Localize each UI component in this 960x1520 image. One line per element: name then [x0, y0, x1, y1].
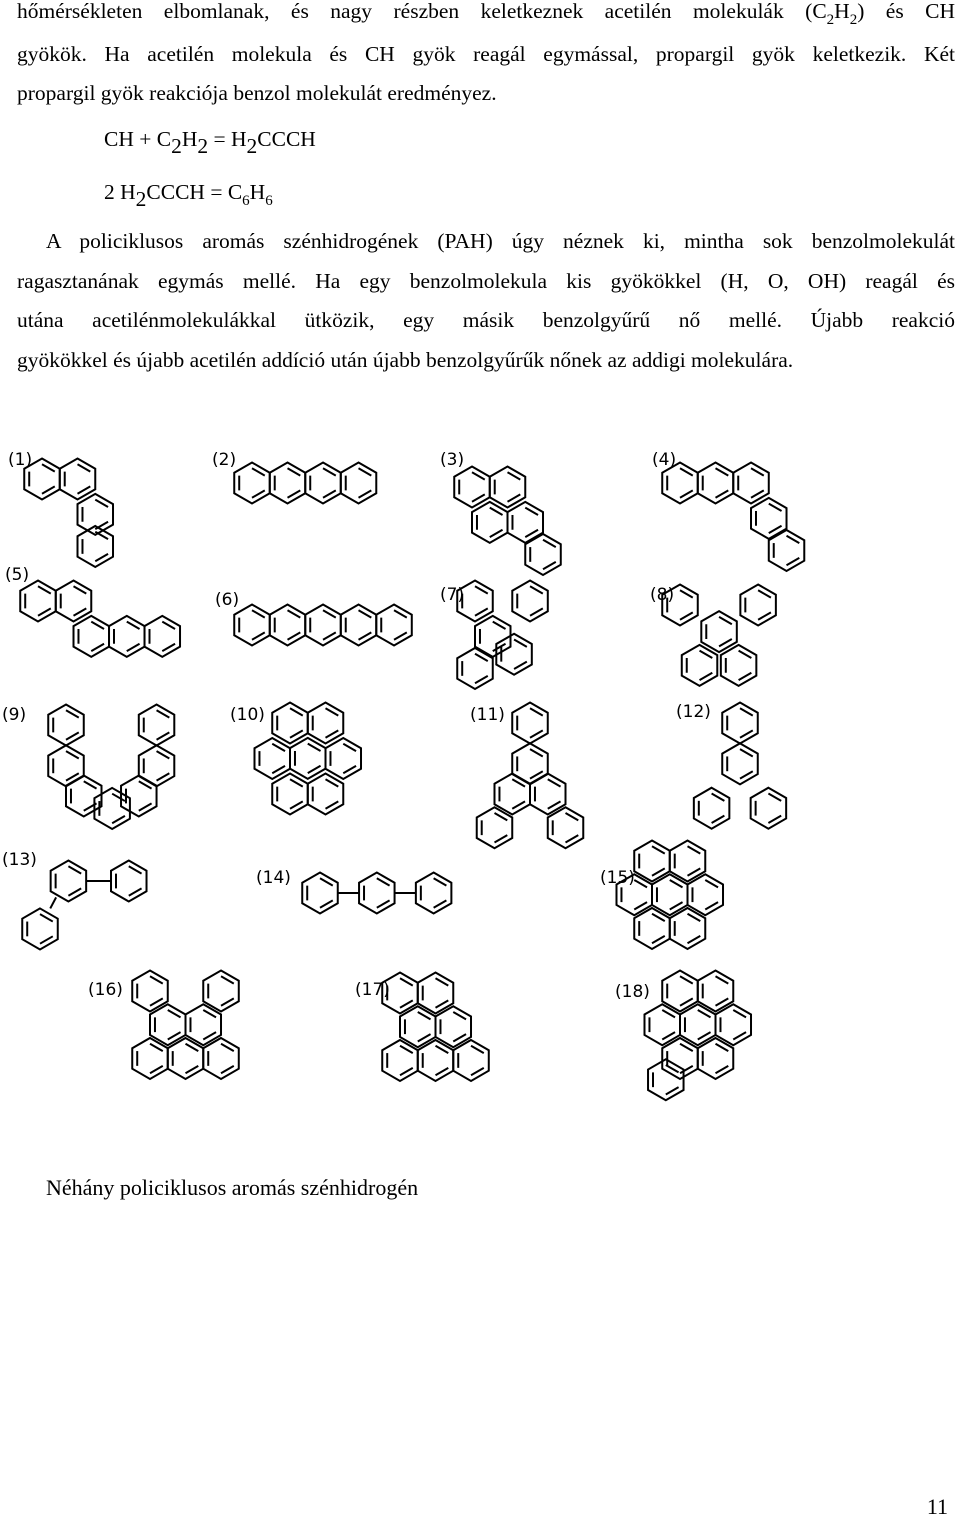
benzene-ring	[186, 1004, 222, 1045]
benzene-ring	[302, 873, 338, 914]
benzene-ring	[234, 605, 270, 646]
benzene-ring	[51, 861, 87, 902]
benzene-ring	[525, 534, 561, 575]
benzene-ring	[341, 463, 377, 504]
benzene-ring	[168, 1038, 204, 1079]
benzene-ring	[769, 530, 805, 571]
molecule-label: (12)	[676, 702, 711, 722]
benzene-ring	[472, 502, 508, 543]
benzene-ring	[512, 743, 548, 784]
benzene-ring	[634, 841, 670, 882]
benzene-ring	[698, 463, 734, 504]
benzene-ring	[740, 585, 776, 626]
molecule-label: (11)	[470, 705, 505, 725]
molecule-11	[470, 703, 583, 849]
benzene-ring	[60, 459, 96, 500]
benzene-ring	[648, 1059, 684, 1100]
pah-line-2: ragasztanának egymás mellé. Ha egy benzolmolekula kis gyökökkel (H, O, OH) reagál és	[17, 268, 955, 293]
benzene-ring	[530, 774, 566, 815]
benzene-ring	[78, 494, 114, 535]
equation-1: CH + C2H2 = H2CCCH	[104, 127, 316, 158]
equation-2: 2 H2CCCH = $C_6H_6$	[104, 180, 273, 211]
benzene-ring	[132, 971, 168, 1012]
molecule-6	[215, 590, 412, 646]
intro-paragraph	[17, 0, 955, 114]
benzene-ring	[662, 1038, 698, 1079]
benzene-ring	[416, 873, 452, 914]
benzene-ring	[680, 1004, 716, 1045]
molecule-label: (18)	[615, 982, 650, 1002]
benzene-ring	[305, 463, 341, 504]
benzene-ring	[270, 605, 306, 646]
molecule-17	[355, 973, 489, 1081]
benzene-ring	[270, 463, 306, 504]
intro-line-2: gyökök. Ha acetilén molekula és CH gyök reagál egymással, propargil gyök keletkezik. Két	[17, 41, 955, 66]
molecule-label: (16)	[88, 980, 123, 1000]
molecule-1	[8, 450, 113, 567]
benzene-ring	[305, 605, 341, 646]
benzene-ring	[20, 581, 56, 622]
benzene-ring	[400, 1006, 436, 1047]
molecule-9	[2, 705, 174, 829]
benzene-ring	[512, 703, 548, 744]
molecule-14	[256, 868, 451, 914]
molecule-label: (17)	[355, 980, 390, 1000]
benzene-ring	[418, 1040, 454, 1081]
benzene-ring	[341, 605, 377, 646]
benzene-ring	[145, 616, 181, 657]
benzene-ring	[722, 703, 758, 744]
benzene-ring	[359, 873, 395, 914]
molecule-label: (4)	[652, 450, 677, 470]
molecule-label: (6)	[215, 590, 240, 610]
benzene-ring	[494, 774, 530, 815]
molecule-7	[440, 581, 548, 689]
pah-line-3: utána acetilénmolekulákkal ütközik, egy másik benzolgyűrű nő mellé. Újabb reakció	[17, 308, 955, 332]
benzene-ring	[290, 738, 326, 779]
benzene-ring	[512, 581, 548, 622]
benzene-ring	[382, 1040, 418, 1081]
benzene-ring	[139, 705, 175, 746]
benzene-ring	[457, 648, 493, 689]
benzene-ring	[254, 738, 290, 779]
intro-line-1: hőmérsékleten elbomlanak, és nagy részben keletkeznek acetilén molekulák $(C_2H_2)$ és CH	[17, 0, 955, 28]
benzene-ring	[272, 774, 308, 815]
benzene-ring	[454, 467, 490, 508]
molecule-4	[652, 450, 804, 571]
benzene-ring	[22, 908, 58, 949]
benzene-ring	[670, 841, 706, 882]
benzene-ring	[548, 807, 584, 848]
molecule-label: (7)	[440, 585, 465, 605]
benzene-ring	[74, 616, 110, 657]
benzene-ring	[722, 743, 758, 784]
molecule-10	[230, 703, 361, 815]
benzene-ring	[634, 908, 670, 949]
molecule-label: (15)	[600, 868, 635, 888]
benzene-ring	[662, 971, 698, 1012]
molecule-12	[676, 702, 786, 829]
benzene-ring	[203, 1038, 239, 1079]
molecule-label: (1)	[8, 450, 33, 470]
benzene-ring	[234, 463, 270, 504]
benzene-ring	[308, 774, 344, 815]
benzene-ring	[701, 611, 737, 652]
benzene-ring	[111, 861, 147, 902]
benzene-ring	[109, 616, 145, 657]
molecule-15	[600, 841, 723, 949]
benzene-ring	[698, 971, 734, 1012]
benzene-ring	[733, 463, 769, 504]
molecule-16	[88, 971, 239, 1079]
benzene-ring	[376, 605, 412, 646]
molecule-label: (14)	[256, 868, 291, 888]
benzene-ring	[682, 645, 718, 686]
molecule-18	[615, 971, 751, 1101]
molecule-label: (13)	[2, 850, 37, 870]
benzene-ring	[418, 973, 454, 1014]
molecule-8	[650, 585, 776, 686]
benzene-ring	[652, 874, 688, 915]
benzene-ring	[272, 703, 308, 744]
benzene-ring	[139, 745, 175, 786]
molecule-label: (2)	[212, 450, 237, 470]
benzene-ring	[694, 788, 730, 829]
molecule-label: (9)	[2, 705, 27, 725]
benzene-ring	[56, 581, 92, 622]
molecule-5	[5, 565, 180, 657]
benzene-ring	[751, 788, 787, 829]
benzene-ring	[150, 1004, 186, 1045]
benzene-ring	[308, 703, 344, 744]
page-number: 11	[926, 1494, 948, 1519]
pah-paragraph	[17, 222, 955, 380]
pah-line-1: A policiklusos aromás szénhidrogének (PAH) úgy néznek ki, mintha sok benzolmolekulát	[46, 229, 955, 253]
benzene-ring	[48, 745, 84, 786]
benzene-ring	[496, 634, 532, 675]
benzene-ring	[716, 1004, 752, 1045]
molecule-2	[212, 450, 376, 504]
figure-caption: Néhány policiklusos aromás szénhidrogén	[46, 1175, 419, 1200]
single-bond	[50, 897, 56, 908]
benzene-ring	[132, 1038, 168, 1079]
molecule-3	[440, 450, 561, 575]
intro-line-3: propargil gyök reakciója benzol molekulát eredményez.	[17, 81, 497, 105]
benzene-ring	[326, 738, 362, 779]
benzene-ring	[203, 971, 239, 1012]
benzene-ring	[698, 1038, 734, 1079]
molecule-label: (8)	[650, 585, 675, 605]
molecule-13	[2, 850, 147, 949]
benzene-ring	[688, 874, 724, 915]
molecule-label: (3)	[440, 450, 465, 470]
benzene-ring	[670, 908, 706, 949]
molecule-label: (5)	[5, 565, 30, 585]
pah-structures-figure	[0, 405, 960, 1125]
benzene-ring	[490, 467, 526, 508]
pah-line-4: gyökökkel és újabb acetilén addíció után újabb benzolgyűrűk nőnek az addigi molekulára.	[17, 347, 794, 372]
benzene-ring	[436, 1006, 472, 1047]
benzene-ring	[477, 807, 513, 848]
benzene-ring	[453, 1040, 489, 1081]
benzene-ring	[78, 526, 114, 567]
benzene-ring	[721, 645, 757, 686]
benzene-ring	[644, 1004, 680, 1045]
molecule-label: (10)	[230, 705, 265, 725]
benzene-ring	[48, 705, 84, 746]
